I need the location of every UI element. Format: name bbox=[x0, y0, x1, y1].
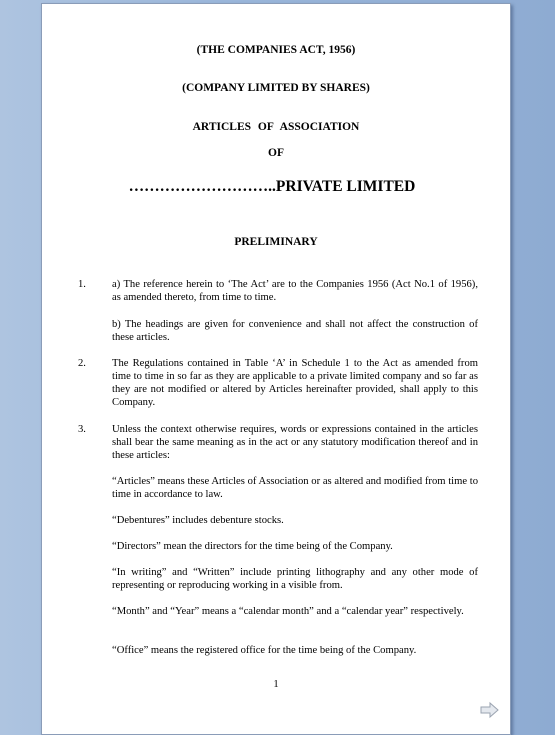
section-heading: PRELIMINARY bbox=[234, 236, 318, 248]
document-page bbox=[41, 3, 511, 735]
item-3-intro: Unless the context otherwise requires, words or expressions contained in the articles shall bear the same meaning as in the act or any statutory modification thereof and in these articles: bbox=[112, 424, 478, 461]
item-number-3: 3. bbox=[78, 424, 86, 435]
act-title: (THE COMPANIES ACT, 1956) bbox=[196, 44, 356, 56]
item-2-paragraph: The Regulations contained in Table ‘A’ in Schedule 1 to the Act as amended from time to time in so far as they are applicable to a private limited company and so far as they are not modified or altered by Articles hereinafter provided, shall apply to this Company. bbox=[112, 358, 478, 408]
page-number: 1 bbox=[273, 679, 279, 690]
company-name-title: ………………………..PRIVATE LIMITED bbox=[128, 178, 416, 195]
definition-in-writing: “In writing” and “Written” include printing lithography and any other mode of representing or reproducing working in a visible from. bbox=[112, 567, 478, 591]
of-title: OF bbox=[268, 147, 284, 159]
definition-directors: “Directors” mean the directors for the time being of the Company. bbox=[112, 541, 393, 552]
definition-office: “Office” means the registered office for the time being of the Company. bbox=[112, 645, 417, 656]
definition-articles: “Articles” means these Articles of Association or as altered and modified from time to time in accordance to law. bbox=[112, 476, 478, 500]
arrow-right-icon[interactable] bbox=[480, 701, 500, 719]
item-1-paragraph-b: b) The headings are given for convenience and shall not affect the construction of these articles. bbox=[112, 319, 478, 343]
articles-title: ARTICLES OF ASSOCIATION bbox=[192, 121, 360, 133]
item-1-paragraph-a: a) The reference herein to ‘The Act’ are to the Companies 1956 (Act No.1 of 1956), as amended thereto, from time to time. bbox=[112, 279, 478, 303]
definition-debentures: “Debentures” includes debenture stocks. bbox=[112, 515, 284, 526]
item-number-1: 1. bbox=[78, 279, 86, 290]
item-number-2: 2. bbox=[78, 358, 86, 369]
company-type-title: (COMPANY LIMITED BY SHARES) bbox=[182, 82, 370, 94]
definition-month-year: “Month” and “Year” means a “calendar month” and a “calendar year” respectively. bbox=[112, 606, 464, 617]
